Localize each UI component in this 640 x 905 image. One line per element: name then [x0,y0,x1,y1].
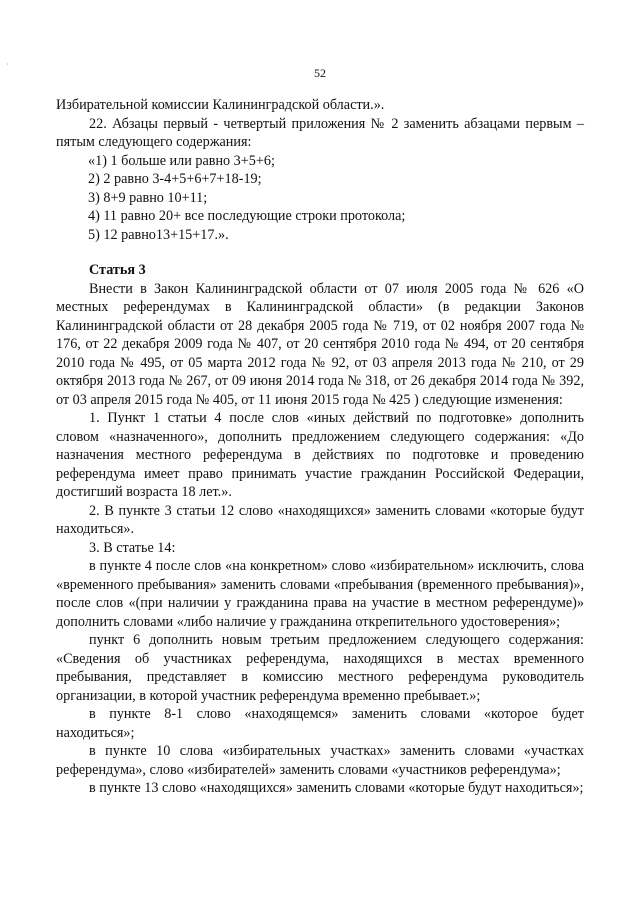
list-item-4: 4) 11 равно 20+ все последующие строки протокола; [88,208,406,224]
list-item-1: «1) 1 больше или равно 3+5+6; [88,152,275,169]
paragraph-clause-13: в пункте 13 слово «находящихся» заменить словами «которые будут находиться»; [89,780,584,796]
paragraph-clause-8-1: в пункте 8-1 слово «находящемся» заменить словами «которое будет находиться»; [56,706,584,741]
paragraph-article-3-intro: Внести в Закон Калининградской области от 07 июля 2005 года № 626 «О местных референдумах в Калининградской области» (в редакции Законов Калининградской области от 28 декабря 2005 года № 719, от 02 ноября 2007 года № 176, от 22 декабря 2009 года № 407, от 20 сентября 2010 года № 494, от 20 сентября 2010 года № 495, от 05 марта 2012 года № 92, от 03 апреля 2013 года № 210, от 29 октября 2013 года № 267, от 09 июня 2014 года № 318, от 26 декабря 2014 года № 392, от 03 апреля 2015 года № 405, от 11 июня 2015 года № 425 ) следующие изменения: [56,280,584,408]
paragraph-clause-10: в пункте 10 слова «избирательных участках» заменить словами «участках референдума», слово «избирателей» заменить словами «участников референдума»; [56,743,584,778]
paragraph-item-22: 22. Абзацы первый - четвертый приложения № 2 заменить абзацами первым – пятым следующего содержания: [56,115,584,150]
paragraph-clause-6: пункт 6 дополнить новым третьим предложением следующего содержания: «Сведения об участниках референдума, находящихся в местах временного пребывания, представляет в комиссию местного референдума руководитель организации, в которой участник референдума временно пребывает.»; [56,632,584,704]
list-item-2: 2) 2 равно 3-4+5+6+7+18-19; [88,171,262,187]
paragraph-point-2: 2. В пункте 3 статьи 12 слово «находящихся» заменить словами «которые будут находиться». [56,502,584,537]
article-3-heading: Статья 3 [89,262,146,278]
paragraph-commission-end: Избирательной комиссии Калининградской области.». [56,97,385,113]
list-item-5: 5) 12 равно13+15+17.». [88,226,229,243]
paragraph-point-1: 1. Пункт 1 статьи 4 после слов «иных действий по подготовке» дополнить словом «назначенного», дополнить предложением следующего содержания: «До назначения местного референдума в действиях по подготовке и проведению референдума имеет право принимать участие гражданин Российской Федерации, достигший возраста 18 лет.». [56,410,584,500]
document-body [56,96,584,798]
paragraph-clause-4: в пункте 4 после слов «на конкретном» слово «избирательном» исключить, слова «временного пребывания» заменить словами «пребывания (временного пребывания)», после слов «(при наличии у гражданина права на участие в местном референдуме)» дополнить словами «либо наличие у гражданина открепительного удостоверения»; [56,558,584,630]
paragraph-point-3: 3. В статье 14: [89,539,176,556]
page-number: 52 [314,66,326,80]
margin-mark: · [6,60,9,69]
list-item-3: 3) 8+9 равно 10+11; [88,189,208,206]
